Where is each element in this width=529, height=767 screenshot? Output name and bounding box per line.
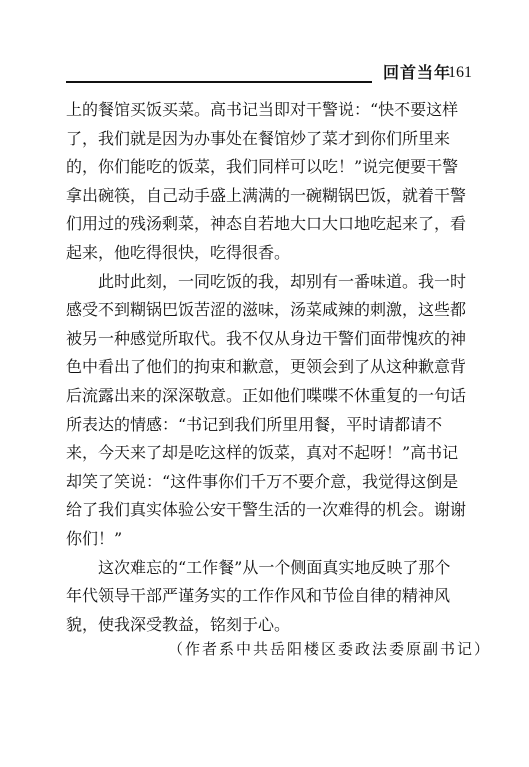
text-line: 来，今天来了却是吃这样的饭菜，真对不起呀！”高书记: [66, 443, 459, 463]
text-line: 此时此刻，一同吃饭的我，却别有一番味道。我一时: [66, 271, 466, 291]
text-line: 却笑了笑说：“这件事你们千万不要介意，我觉得这倒是: [66, 471, 459, 491]
text-line: 这次难忘的“工作餐”从一个侧面真实地反映了那个: [66, 557, 451, 577]
text-line: 上的餐馆买饭买菜。高书记当即对干警说：“快不要这样: [66, 100, 459, 119]
header-rule: [66, 81, 372, 83]
text-line: 拿出碗筷，自己动手盛上满满的一碗糊锅巴饭，就着干警: [66, 185, 466, 205]
page-number: 161: [448, 64, 472, 81]
text-line: 年代领导干部严谨务实的工作作风和节俭自律的精神风: [66, 586, 451, 606]
text-line: 们用过的残汤剩菜，神态自若地大口大口地吃起来了，看: [66, 214, 466, 234]
text-line: 你们！”: [66, 528, 123, 548]
text-line: 起来，他吃得很快，吃得很香。: [66, 242, 291, 262]
text-line: 所表达的情感：“书记到我们所里用餐，平时请都请不: [66, 414, 443, 434]
author-byline: （作者系中共岳阳楼区委政法委原副书记）: [168, 640, 492, 658]
text-line: 感受不到糊锅巴饭苦涩的滋味，汤菜咸辣的刺激，这些都: [66, 300, 466, 320]
text-line: 给了我们真实体验公安干警生活的一次难得的机会。谢谢: [66, 500, 466, 520]
body-text: [66, 96, 466, 639]
text-line: 貌，使我深受教益，铭刻于心。: [66, 614, 291, 634]
running-header-title: 回首当年: [383, 63, 452, 82]
text-line: 的，你们能吃的饭菜，我们同样可以吃！”说完便要干警: [66, 157, 459, 177]
text-line: 后流露出来的深深敬意。正如他们喋喋不休重复的一句话: [66, 385, 466, 405]
text-line: 色中看出了他们的拘束和歉意，更领会到了从这种歉意背: [66, 357, 466, 377]
text-line: 被另一种感觉所取代。我不仅从身边干警们面带愧疚的神: [66, 328, 466, 348]
text-line: 了，我们就是因为办事处在餐馆炒了菜才到你们所里来: [66, 128, 451, 148]
